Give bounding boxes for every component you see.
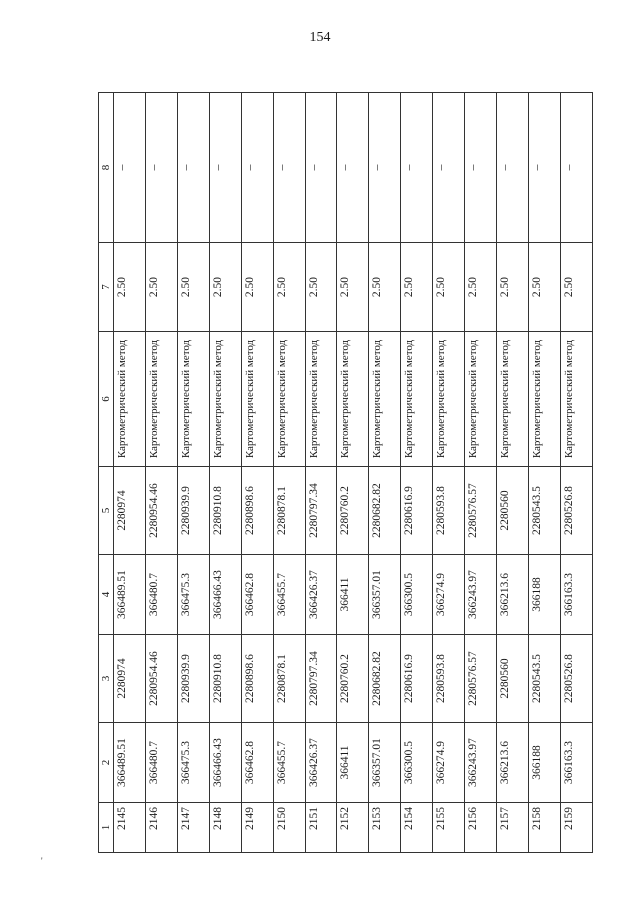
cell-x-coordinate-2: 366480.7	[145, 555, 177, 635]
cell-method: Картометрический метод	[528, 332, 560, 467]
cell-x-coordinate: 366475.3	[177, 723, 209, 803]
cell-x-coordinate-2: 366411	[337, 555, 369, 635]
cell-note: –	[273, 93, 305, 243]
table-row	[273, 93, 305, 853]
header-col-6: 6	[99, 332, 114, 467]
table-row	[337, 93, 369, 853]
table-row	[209, 93, 241, 853]
cell-accuracy: 2.50	[433, 243, 465, 332]
cell-x-coordinate-2: 366455.7	[273, 555, 305, 635]
cell-y-coordinate: 2280526.8	[560, 635, 592, 723]
cell-x-coordinate: 366163.3	[560, 723, 592, 803]
cell-x-coordinate-2: 366466.43	[209, 555, 241, 635]
cell-method: Картометрический метод	[369, 332, 401, 467]
cell-y-coordinate-2: 2280543.5	[528, 467, 560, 555]
header-col-3: 3	[99, 635, 114, 723]
cell-point-number: 2145	[114, 803, 146, 853]
cell-point-number: 2148	[209, 803, 241, 853]
cell-method: Картометрический метод	[114, 332, 146, 467]
cell-point-number: 2151	[305, 803, 337, 853]
cell-y-coordinate-2: 2280593.8	[433, 467, 465, 555]
table-row	[401, 93, 433, 853]
header-col-2: 2	[99, 723, 114, 803]
table-row	[433, 93, 465, 853]
cell-note: –	[114, 93, 146, 243]
cell-point-number: 2159	[560, 803, 592, 853]
cell-method: Картометрический метод	[241, 332, 273, 467]
cell-x-coordinate: 366188	[528, 723, 560, 803]
cell-note: –	[497, 93, 529, 243]
cell-x-coordinate-2: 366357.01	[369, 555, 401, 635]
cell-method: Картометрический метод	[497, 332, 529, 467]
cell-accuracy: 2.50	[305, 243, 337, 332]
cell-y-coordinate: 2280939.9	[177, 635, 209, 723]
cell-y-coordinate-2: 2280898.6	[241, 467, 273, 555]
table-row	[497, 93, 529, 853]
cell-method: Картометрический метод	[273, 332, 305, 467]
cell-x-coordinate: 366274.9	[433, 723, 465, 803]
cell-y-coordinate-2: 2280760.2	[337, 467, 369, 555]
cell-point-number: 2154	[401, 803, 433, 853]
cell-y-coordinate: 2280974	[114, 635, 146, 723]
table-row	[114, 93, 146, 853]
cell-point-number: 2150	[273, 803, 305, 853]
cell-y-coordinate: 2280682.82	[369, 635, 401, 723]
table-row	[305, 93, 337, 853]
cell-method: Картометрический метод	[560, 332, 592, 467]
cell-y-coordinate-2: 2280954.46	[145, 467, 177, 555]
table-row	[465, 93, 497, 853]
cell-note: –	[528, 93, 560, 243]
cell-accuracy: 2.50	[273, 243, 305, 332]
cell-y-coordinate-2: 2280682.82	[369, 467, 401, 555]
header-row	[99, 93, 114, 853]
table-row	[145, 93, 177, 853]
cell-y-coordinate-2: 2280576.57	[465, 467, 497, 555]
cell-note: –	[337, 93, 369, 243]
cell-y-coordinate-2: 2280910.8	[209, 467, 241, 555]
cell-y-coordinate: 2280576.57	[465, 635, 497, 723]
cell-method: Картометрический метод	[177, 332, 209, 467]
cell-x-coordinate-2: 366274.9	[433, 555, 465, 635]
table-row	[369, 93, 401, 853]
cell-accuracy: 2.50	[337, 243, 369, 332]
cell-x-coordinate-2: 366213.6	[497, 555, 529, 635]
cell-point-number: 2152	[337, 803, 369, 853]
cell-x-coordinate: 366489.51	[114, 723, 146, 803]
cell-accuracy: 2.50	[241, 243, 273, 332]
cell-accuracy: 2.50	[465, 243, 497, 332]
cell-x-coordinate-2: 366163.3	[560, 555, 592, 635]
cell-point-number: 2146	[145, 803, 177, 853]
cell-note: –	[465, 93, 497, 243]
cell-y-coordinate-2: 2280560	[497, 467, 529, 555]
cell-accuracy: 2.50	[369, 243, 401, 332]
cell-point-number: 2147	[177, 803, 209, 853]
cell-note: –	[401, 93, 433, 243]
cell-y-coordinate: 2280616.9	[401, 635, 433, 723]
cell-y-coordinate-2: 2280974	[114, 467, 146, 555]
cell-y-coordinate-2: 2280526.8	[560, 467, 592, 555]
cell-point-number: 2156	[465, 803, 497, 853]
cell-point-number: 2155	[433, 803, 465, 853]
cell-accuracy: 2.50	[145, 243, 177, 332]
cell-accuracy: 2.50	[209, 243, 241, 332]
cell-accuracy: 2.50	[497, 243, 529, 332]
cell-method: Картометрический метод	[401, 332, 433, 467]
cell-note: –	[241, 93, 273, 243]
cell-x-coordinate: 366480.7	[145, 723, 177, 803]
cell-x-coordinate: 366300.5	[401, 723, 433, 803]
cell-method: Картометрический метод	[465, 332, 497, 467]
cell-note: –	[560, 93, 592, 243]
header-col-5: 5	[99, 467, 114, 555]
cell-y-coordinate-2: 2280797.34	[305, 467, 337, 555]
cell-x-coordinate-2: 366188	[528, 555, 560, 635]
cell-y-coordinate: 2280954.46	[145, 635, 177, 723]
cell-x-coordinate: 366357.01	[369, 723, 401, 803]
cell-method: Картометрический метод	[145, 332, 177, 467]
rotated-table-container	[98, 93, 593, 853]
cell-y-coordinate: 2280878.1	[273, 635, 305, 723]
cell-y-coordinate: 2280593.8	[433, 635, 465, 723]
cell-x-coordinate-2: 366462.8	[241, 555, 273, 635]
coordinates-table	[98, 92, 593, 853]
cell-accuracy: 2.50	[401, 243, 433, 332]
cell-x-coordinate: 366455.7	[273, 723, 305, 803]
cell-method: Картометрический метод	[337, 332, 369, 467]
cell-x-coordinate: 366411	[337, 723, 369, 803]
cell-y-coordinate: 2280898.6	[241, 635, 273, 723]
cell-y-coordinate: 2280543.5	[528, 635, 560, 723]
cell-x-coordinate-2: 366300.5	[401, 555, 433, 635]
cell-note: –	[433, 93, 465, 243]
header-col-1: 1	[99, 803, 114, 853]
cell-note: –	[305, 93, 337, 243]
cell-note: –	[209, 93, 241, 243]
cell-x-coordinate-2: 366426.37	[305, 555, 337, 635]
cell-point-number: 2149	[241, 803, 273, 853]
cell-y-coordinate: 2280760.2	[337, 635, 369, 723]
scan-mark: '	[41, 856, 43, 866]
header-col-8: 8	[99, 93, 114, 243]
cell-y-coordinate: 2280797.34	[305, 635, 337, 723]
cell-point-number: 2158	[528, 803, 560, 853]
cell-x-coordinate: 366462.8	[241, 723, 273, 803]
cell-method: Картометрический метод	[209, 332, 241, 467]
cell-x-coordinate-2: 366489.51	[114, 555, 146, 635]
cell-note: –	[177, 93, 209, 243]
cell-method: Картометрический метод	[433, 332, 465, 467]
page-number: 154	[309, 30, 331, 45]
cell-method: Картометрический метод	[305, 332, 337, 467]
cell-x-coordinate: 366213.6	[497, 723, 529, 803]
cell-point-number: 2153	[369, 803, 401, 853]
cell-note: –	[145, 93, 177, 243]
cell-x-coordinate-2: 366243.97	[465, 555, 497, 635]
cell-y-coordinate: 2280910.8	[209, 635, 241, 723]
table-row	[560, 93, 592, 853]
cell-y-coordinate: 2280560	[497, 635, 529, 723]
cell-accuracy: 2.50	[177, 243, 209, 332]
cell-accuracy: 2.50	[528, 243, 560, 332]
cell-accuracy: 2.50	[114, 243, 146, 332]
table-row	[177, 93, 209, 853]
header-col-4: 4	[99, 555, 114, 635]
cell-x-coordinate: 366426.37	[305, 723, 337, 803]
cell-y-coordinate-2: 2280939.9	[177, 467, 209, 555]
header-col-7: 7	[99, 243, 114, 332]
cell-x-coordinate: 366243.97	[465, 723, 497, 803]
cell-accuracy: 2.50	[560, 243, 592, 332]
cell-x-coordinate-2: 366475.3	[177, 555, 209, 635]
cell-point-number: 2157	[497, 803, 529, 853]
cell-y-coordinate-2: 2280616.9	[401, 467, 433, 555]
cell-x-coordinate: 366466.43	[209, 723, 241, 803]
cell-y-coordinate-2: 2280878.1	[273, 467, 305, 555]
cell-note: –	[369, 93, 401, 243]
table-row	[241, 93, 273, 853]
rotated-table-frame	[98, 93, 593, 853]
table-row	[528, 93, 560, 853]
